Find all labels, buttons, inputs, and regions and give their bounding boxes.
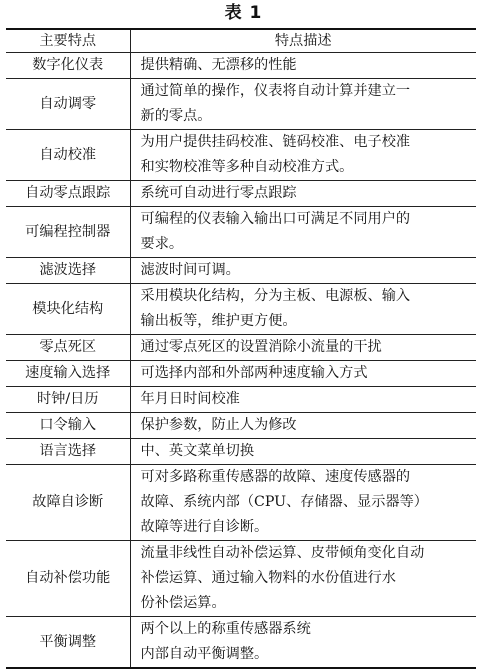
- description-cell: 可选择内部和外部两种速度输入方式: [130, 361, 476, 387]
- table-row: [6, 53, 476, 79]
- description-cell: 两个以上的称重传感器系统 内部自动平衡调整。: [130, 617, 476, 669]
- table-row: [6, 617, 476, 669]
- description-cell: 保护参数，防止人为修改: [130, 413, 476, 439]
- feature-cell: 自动校准: [6, 130, 130, 181]
- feature-cell: 模块化结构: [6, 284, 130, 335]
- description-cell: 提供精确、无漂移的性能: [130, 53, 476, 79]
- table-row: [6, 439, 476, 465]
- table-row: [6, 465, 476, 541]
- table-row: [6, 258, 476, 284]
- description-cell: 流量非线性自动补偿运算、皮带倾角变化自动 补偿运算、通过输入物料的水份值进行水 份补偿运算。: [130, 541, 476, 617]
- description-cell: 系统可自动进行零点跟踪: [130, 181, 476, 207]
- feature-cell: 零点死区: [6, 335, 130, 361]
- table-row: [6, 181, 476, 207]
- feature-cell: 自动调零: [6, 79, 130, 130]
- table-row: [6, 130, 476, 181]
- feature-cell: 平衡调整: [6, 617, 130, 669]
- table-row: [6, 207, 476, 258]
- feature-cell: 可编程控制器: [6, 207, 130, 258]
- table-row: [6, 79, 476, 130]
- table-row: [6, 413, 476, 439]
- feature-cell: 数字化仪表: [6, 53, 130, 79]
- table-row: [6, 361, 476, 387]
- description-cell: 通过简单的操作，仪表将自动计算并建立一 新的零点。: [130, 79, 476, 130]
- description-cell: 通过零点死区的设置消除小流量的干扰: [130, 335, 476, 361]
- feature-table: [6, 28, 476, 669]
- feature-cell: 自动零点跟踪: [6, 181, 130, 207]
- table-header-row: [6, 29, 476, 53]
- description-cell: 可对多路称重传感器的故障、速度传感器的 故障、系统内部（CPU、存储器、显示器等） 故障等进行自诊断。: [130, 465, 476, 541]
- feature-cell: 速度输入选择: [6, 361, 130, 387]
- feature-cell: 口令输入: [6, 413, 130, 439]
- feature-cell: 故障自诊断: [6, 465, 130, 541]
- header-feature: 主要特点: [6, 29, 130, 53]
- table-row: [6, 387, 476, 413]
- description-cell: 采用模块化结构，分为主板、电源板、输入 输出板等，维护更方便。: [130, 284, 476, 335]
- table-row: [6, 541, 476, 617]
- description-cell: 年月日时间校准: [130, 387, 476, 413]
- table-row: [6, 335, 476, 361]
- description-cell: 中、英文菜单切换: [130, 439, 476, 465]
- description-cell: 滤波时间可调。: [130, 258, 476, 284]
- table-row: [6, 284, 476, 335]
- feature-cell: 时钟/日历: [6, 387, 130, 413]
- description-cell: 为用户提供挂码校准、链码校准、电子校准 和实物校准等多种自动校准方式。: [130, 130, 476, 181]
- feature-cell: 滤波选择: [6, 258, 130, 284]
- feature-cell: 语言选择: [6, 439, 130, 465]
- feature-cell: 自动补偿功能: [6, 541, 130, 617]
- description-cell: 可编程的仪表输入输出口可满足不同用户的 要求。: [130, 207, 476, 258]
- table-caption: 表 1: [224, 3, 263, 23]
- header-description: 特点描述: [130, 29, 476, 53]
